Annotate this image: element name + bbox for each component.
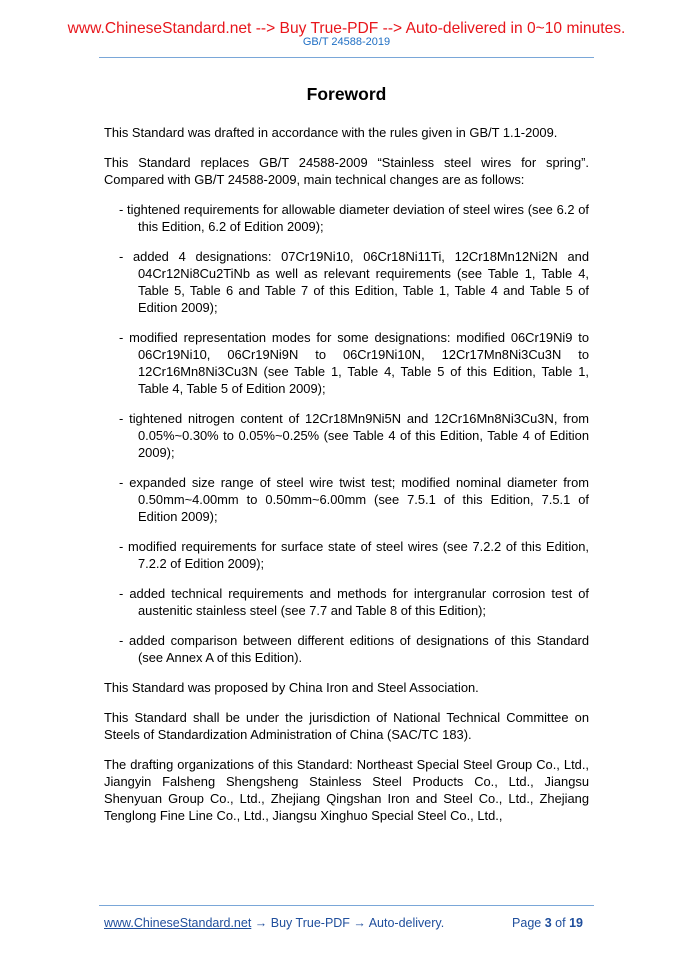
page-title: Foreword: [306, 84, 387, 104]
change-item: - tightened nitrogen content of 12Cr18Mn9Ni5N and 12Cr16Mn8Ni3Cu3N, from 0.05%~0.30% to 0.05%~0.25% (see Table 4 of this Edition, Table 4 of Edition 2009);: [119, 411, 589, 460]
change-item: - expanded size range of steel wire twist test; modified nominal diameter from 0.50mm~4.00mm to 0.50mm~6.00mm (see 7.5.1 of this Edition, 7.5.1 of Edition 2009);: [119, 475, 589, 524]
paragraph-drafting-organizations: The drafting organizations of this Standard: Northeast Special Steel Group Co., Ltd., Jiangyin Falsheng Shengsheng Stainless Steel Products Co., Ltd., Jiangsu Shenyuan Group Co., Ltd., Zhejiang Qingshan Iron and Steel Co., Ltd., Zhejiang Tenglong Fine Line Co., Ltd., Jiangsu Xinghuo Special Steel Co., Ltd.,: [104, 757, 589, 823]
change-item: - added comparison between different editions of designations of this Standard (see Annex A of this Edition).: [119, 633, 589, 665]
page-footer: [104, 916, 589, 930]
page-word: Page: [512, 916, 542, 930]
footer-buy-text: → Buy True-PDF → Auto-delivery.: [251, 916, 445, 930]
page-current: 3: [544, 916, 552, 930]
page-indicator: [512, 916, 583, 930]
change-item: - modified representation modes for some designations: modified 06Cr19Ni9 to 06Cr19Ni10, 06Cr19Ni9N to 06Cr19Ni10N, 12Cr17Mn8Ni3Cu3N to 12Cr16Mn8Ni3Cu3N (see Table 1, Table 4, Table 5 of this Edition, Table 1, Table 4, Table 5 of Edition 2009);: [119, 330, 589, 396]
header-divider: [99, 57, 594, 58]
paragraph-jurisdiction: This Standard shall be under the jurisdiction of National Technical Committee on Steels of Standardization Administration of China (SAC/TC 183).: [104, 710, 589, 742]
page-of: of: [555, 916, 566, 930]
document-body: [104, 124, 589, 837]
promo-banner[interactable]: www.ChineseStandard.net --> Buy True-PDF --> Auto-delivered in 0~10 minutes.: [67, 20, 626, 37]
change-item: - tightened requirements for allowable diameter deviation of steel wires (see 6.2 of this Edition, 6.2 of Edition 2009);: [119, 202, 589, 234]
change-item: - added 4 designations: 07Cr19Ni10, 06Cr18Ni11Ti, 12Cr18Mn12Ni2N and 04Cr12Ni8Cu2TiNb as well as relevant requirements (see Table 1, Table 4, Table 5, Table 6 and Table 7 of this Edition, Table 1, Table 4 and Table 5 of Edition 2009);: [119, 249, 589, 315]
paragraph-proposed-by: This Standard was proposed by China Iron and Steel Association.: [104, 680, 479, 695]
paragraph-replaces: This Standard replaces GB/T 24588-2009 “Stainless steel wires for spring”. Compared with GB/T 24588-2009, main technical changes are as follows:: [104, 155, 589, 187]
change-item: - modified requirements for surface state of steel wires (see 7.2.2 of this Edition, 7.2.2 of Edition 2009);: [119, 539, 589, 571]
change-item: - added technical requirements and methods for intergranular corrosion test of austenitic stainless steel (see 7.7 and Table 8 of this Edition);: [119, 586, 589, 618]
paragraph-drafting-rules: This Standard was drafted in accordance with the rules given in GB/T 1.1-2009.: [104, 125, 558, 140]
footer-site-link[interactable]: www.ChineseStandard.net: [104, 916, 252, 930]
page-total: 19: [569, 916, 583, 930]
footer-divider: [99, 905, 594, 906]
standard-code-header: GB/T 24588-2019: [302, 36, 391, 48]
